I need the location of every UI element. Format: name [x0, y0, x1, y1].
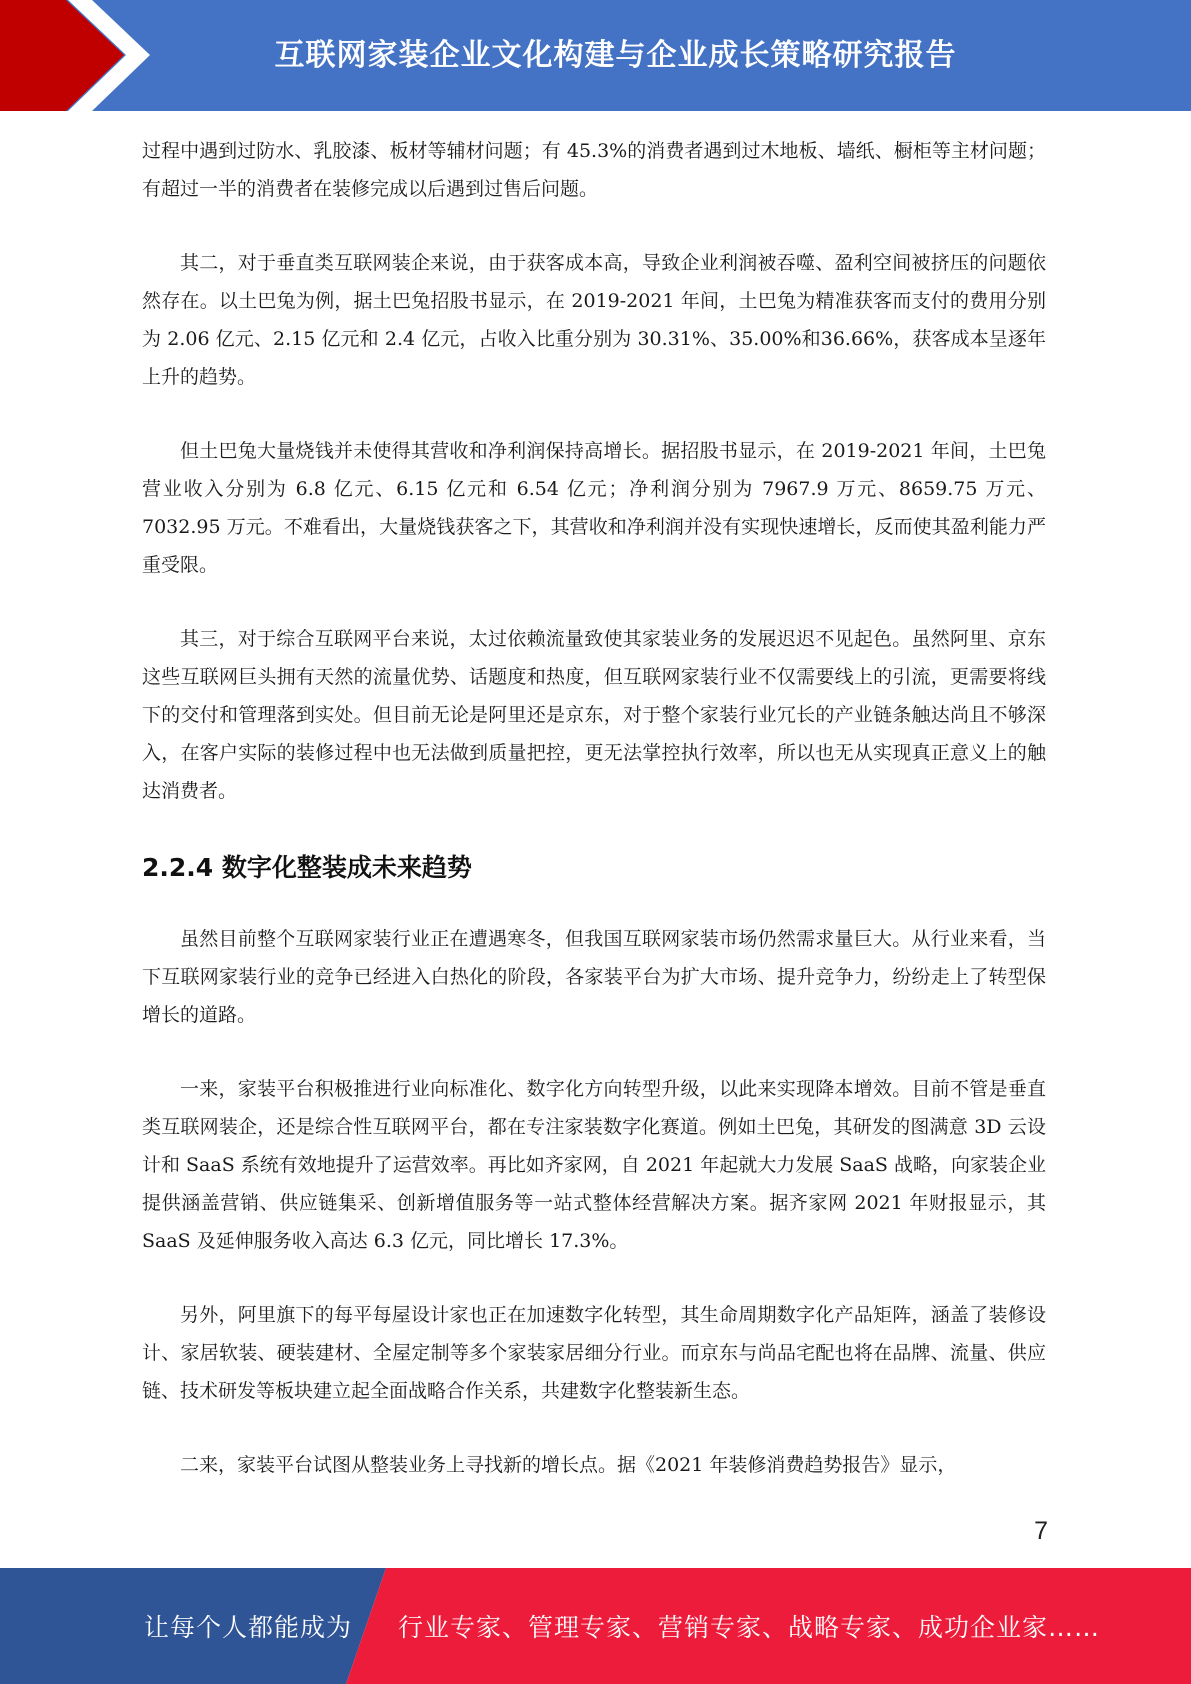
- section-heading: 2.2.4 数字化整装成未来趋势: [142, 853, 472, 882]
- paragraph: 虽然目前整个互联网家装行业正在遭遇寒冬，但我国互联网家装市场仍然需求量巨大。从行业来看，当下互联网家装行业的竞争已经进入白热化的阶段，各家装平台为扩大市场、提升竞争力，纷纷走上了转型保增长的道路。: [142, 928, 1046, 1026]
- page-content: [142, 132, 1046, 1520]
- paragraph: 二来，家装平台试图从整装业务上寻找新的增长点。据《2021 年装修消费趋势报告》显示，: [180, 1454, 957, 1476]
- paragraph: 其三，对于综合互联网平台来说，太过依赖流量致使其家装业务的发展迟迟不见起色。虽然阿里、京东这些互联网巨头拥有天然的流量优势、话题度和热度，但互联网家装行业不仅需要线上的引流，更需要将线下的交付和管理落到实处。但目前无论是阿里还是京东，对于整个家装行业冗长的产业链条触达尚且不够深入，在客户实际的装修过程中也无法做到质量把控，更无法掌控执行效率，所以也无从实现真正意义上的触达消费者。: [142, 628, 1046, 802]
- page-header: [0, 0, 1191, 111]
- paragraph: 另外，阿里旗下的每平每屋设计家也正在加速数字化转型，其生命周期数字化产品矩阵，涵盖了装修设计、家居软装、硬装建材、全屋定制等多个家装家居细分行业。而京东与尚品宅配也将在品牌、流量、供应链、技术研发等板块建立起全面战略合作关系，共建数字化整装新生态。: [142, 1304, 1046, 1402]
- page-footer: [0, 1568, 1191, 1684]
- paragraph: 其二，对于垂直类互联网装企来说，由于获客成本高，导致企业利润被吞噬、盈利空间被挤压的问题依然存在。以土巴兔为例，据土巴兔招股书显示，在 2019-2021 年间，土巴兔为精准获客而支付的费用分别为 2.06 亿元、2.15 亿元和 2.4 亿元，占收入比重分别为 30.31%、35.00%和36.66%，获客成本呈逐年上升的趋势。: [142, 252, 1046, 388]
- page-number: 7: [1034, 1517, 1048, 1545]
- paragraph: 但土巴兔大量烧钱并未使得其营收和净利润保持高增长。据招股书显示，在 2019-2021 年间，土巴兔营业收入分别为 6.8 亿元、6.15 亿元和 6.54 亿元；净利润分别为 7967.9 万元、8659.75 万元、7032.95 万元。不难看出，大量烧钱获客之下，其营收和净利润并没有实现快速增长，反而使其盈利能力严重受限。: [142, 440, 1046, 576]
- paragraph: 过程中遇到过防水、乳胶漆、板材等辅材问题；有 45.3%的消费者遇到过木地板、墙纸、橱柜等主材问题；有超过一半的消费者在装修完成以后遇到过售后问题。: [142, 140, 1046, 200]
- report-title: 互联网家装企业文化构建与企业成长策略研究报告: [274, 37, 957, 73]
- footer-slogan-right: 行业专家、管理专家、营销专家、战略专家、成功企业家……: [398, 1613, 1101, 1642]
- paragraph: 一来，家装平台积极推进行业向标准化、数字化方向转型升级，以此来实现降本增效。目前不管是垂直类互联网装企，还是综合性互联网平台，都在专注家装数字化赛道。例如土巴兔，其研发的图满意 3D 云设计和 SaaS 系统有效地提升了运营效率。再比如齐家网，自 2021 年起就大力发展 SaaS 战略，向家装企业提供涵盖营销、供应链集采、创新增值服务等一站式整体经营解决方案。据齐家网 2021 年财报显示，其 SaaS 及延伸服务收入高达 6.3 亿元，同比增长 17.3%。: [142, 1078, 1046, 1252]
- footer-slogan-left: 让每个人都能成为: [144, 1613, 353, 1642]
